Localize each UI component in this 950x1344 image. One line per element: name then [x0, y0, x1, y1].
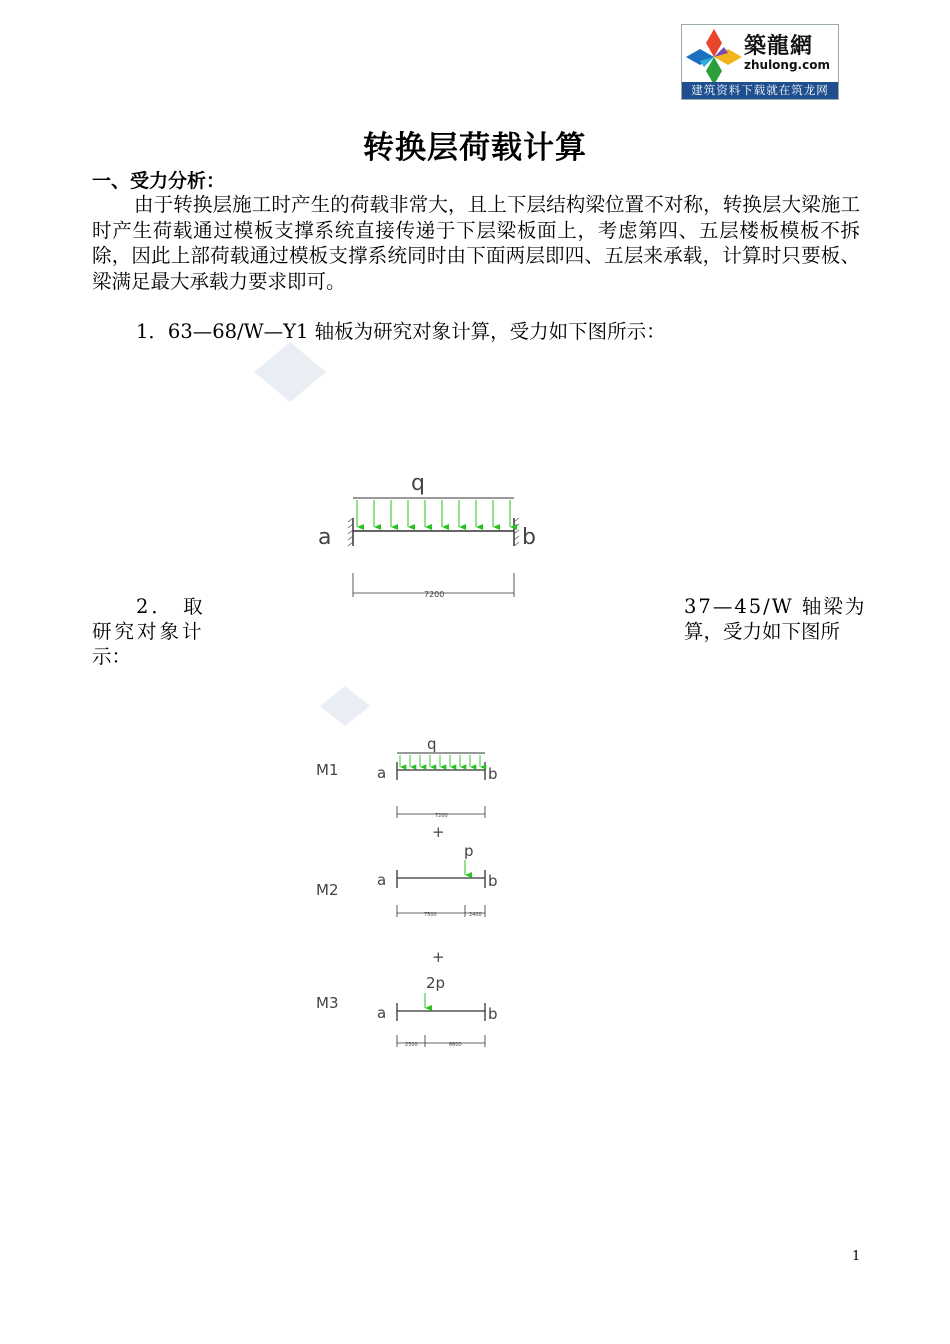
d1-distributed-load-arrows [357, 500, 510, 527]
m2-label-a: a [377, 871, 387, 889]
m2-span-right-label: 2400 [469, 912, 482, 918]
m2-load-label: p [464, 842, 474, 860]
diagram-m1 [397, 753, 485, 818]
m1-label: M1 [316, 761, 339, 779]
m1-label-b: b [488, 765, 498, 783]
m2-label-b: b [488, 872, 498, 890]
item-2-text-part5: 示： [92, 645, 132, 668]
diagram-1-slab [348, 498, 519, 597]
analysis-paragraph: 由于转换层施工时产生的荷载非常大，且上下层结构梁位置不对称，转换层大梁施工时产生荷载通过模板支撑系统直接传递于下层梁板面上，考虑第四、五层楼板模板不拆除，因此上部荷载通过模板支撑系统同时由下面两层即四、五层来承载，计算时只要板、梁满足最大承载力要求即可。 [92, 193, 860, 293]
item-2-text-part3: 研究对象计 [92, 620, 205, 643]
diagram-m2 [397, 860, 485, 917]
plus-sign-1: + [432, 823, 445, 841]
m2-span-left-label: 7500 [424, 912, 437, 918]
m3-label-a: a [377, 1004, 387, 1022]
d1-label-a: a [318, 525, 332, 550]
plus-sign-2: + [432, 948, 445, 966]
logo-name: 築龍網 [744, 33, 814, 59]
diagram-m3 [397, 993, 485, 1047]
page-number: 1 [852, 1249, 861, 1264]
m1-span-label: 7200 [435, 813, 448, 819]
logo-domain: zhulong.com [744, 58, 830, 72]
m3-load-label: 2p [426, 974, 446, 992]
m1-distributed-load-arrows [400, 755, 480, 767]
m1-label-a: a [377, 764, 387, 782]
m3-label: M3 [316, 994, 339, 1012]
section-heading: 一、受力分析： [92, 170, 226, 192]
m3-span-right-label: 6600 [449, 1042, 462, 1048]
page-title: 转换层荷载计算 [363, 130, 587, 166]
item-2-text-part4: 算，受力如下图所 [684, 620, 841, 643]
m2-label: M2 [316, 881, 339, 899]
d1-span-label: 7200 [424, 590, 445, 599]
item-1-text: 1．63—68/W—Y1 轴板为研究对象计算，受力如下图所示： [136, 320, 666, 343]
item-2-text-part1: 2． 取 [136, 595, 206, 618]
item-2-text-part2: 37—45/W 轴梁为 [684, 595, 867, 618]
logo-banner: 建筑资料下载就在筑龙网 [682, 82, 838, 99]
m3-span-left-label: 2300 [405, 1042, 418, 1048]
m1-load-label: q [427, 735, 437, 753]
d1-load-label: q [411, 471, 425, 496]
m3-label-b: b [488, 1005, 498, 1023]
d1-label-b: b [522, 525, 536, 550]
